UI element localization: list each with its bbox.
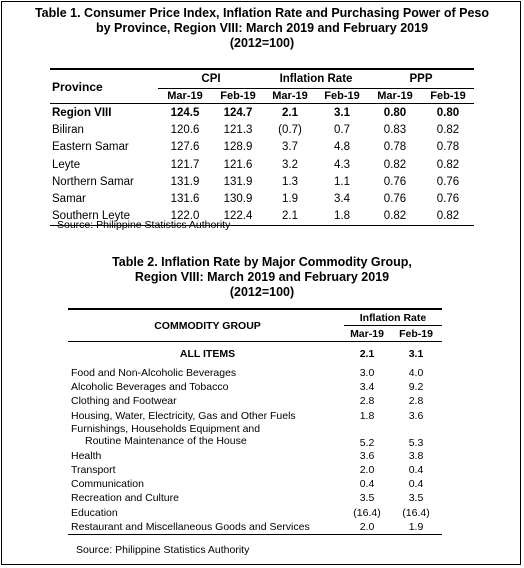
table2-group-cell bbox=[68, 463, 344, 477]
table1-value-cell: 0.76 bbox=[383, 193, 407, 206]
table2-value-cell: 2.0 bbox=[359, 520, 375, 533]
table2-value-cell: 3.5 bbox=[408, 492, 424, 505]
table1-value-cell: 2.1 bbox=[282, 210, 298, 223]
table1-value-cell: 0.83 bbox=[383, 123, 407, 136]
table1-value-cell: 131.9 bbox=[223, 175, 253, 188]
table2-group-label: Education bbox=[71, 506, 118, 519]
table1-value-cell: 121.6 bbox=[223, 158, 253, 171]
table1-province-cell: Biliran bbox=[52, 123, 84, 136]
table2-group-cell bbox=[68, 423, 344, 449]
table2-group-cell bbox=[68, 449, 344, 463]
table1-value-cell: 1.8 bbox=[334, 210, 350, 223]
table2-value-cell: 3.4 bbox=[359, 381, 375, 394]
table2-col-group: COMMODITY GROUP bbox=[68, 309, 344, 342]
table1-value-cell: 1.1 bbox=[334, 175, 350, 188]
table2-row bbox=[68, 506, 442, 520]
table1-title-line3: (2012=100) bbox=[229, 36, 295, 50]
table1-value-cell: 0.80 bbox=[436, 106, 460, 119]
table2-group-label: Communication bbox=[71, 478, 144, 491]
table2-value-cell: 0.4 bbox=[408, 464, 424, 477]
table1-value-cell: 0.82 bbox=[436, 123, 460, 136]
table1-row bbox=[50, 190, 474, 207]
table2-group-inflation: Inflation Rate bbox=[344, 309, 442, 326]
table1-province-cell: Region VIII bbox=[52, 106, 112, 119]
table1-value-cell: 0.82 bbox=[436, 158, 460, 171]
table1-value-cell: 121.7 bbox=[170, 158, 200, 171]
table2-group-label: Furnishings, Households Equipment and bbox=[71, 422, 261, 435]
table2-group-label: Health bbox=[71, 449, 102, 462]
table2-group-cell bbox=[68, 380, 344, 394]
table2-row bbox=[68, 380, 442, 394]
table2-value-cell: 0.4 bbox=[408, 478, 424, 491]
table2-all-items-value: 2.1 bbox=[359, 348, 375, 360]
table1-value-cell: 4.8 bbox=[334, 141, 350, 154]
table2-row bbox=[68, 409, 442, 423]
table2-group-cell bbox=[68, 491, 344, 505]
table2-row bbox=[68, 463, 442, 477]
table1-header-row bbox=[50, 69, 474, 89]
table1-value-cell: 3.7 bbox=[282, 141, 298, 154]
table1-value-cell: 3.4 bbox=[334, 193, 350, 206]
table1-value-cell: 121.3 bbox=[223, 123, 253, 136]
table2-row bbox=[68, 477, 442, 491]
table2-value-cell: 5.3 bbox=[408, 436, 424, 449]
table1-value-cell: 124.7 bbox=[223, 106, 253, 119]
table2-group-cell bbox=[68, 366, 344, 380]
table2-group-label: Transport bbox=[71, 464, 116, 477]
table2-value-cell: 3.6 bbox=[408, 409, 424, 422]
table2-row bbox=[68, 394, 442, 408]
table1-title-line2: by Province, Region VIII: March 2019 and February 2019 bbox=[95, 21, 429, 35]
table1-value-cell: 0.76 bbox=[436, 193, 460, 206]
table2-group-label: Restaurant and Miscellaneous Goods and Services bbox=[71, 520, 310, 533]
table1-value-cell: 127.6 bbox=[170, 141, 200, 154]
table1-value-cell: 3.2 bbox=[282, 158, 298, 171]
table2-title-line1: Table 2. Inflation Rate by Major Commodity Group, bbox=[112, 255, 412, 269]
table1-value-cell: 1.9 bbox=[282, 193, 298, 206]
table2-value-cell: 3.0 bbox=[359, 367, 375, 380]
table2-value-cell: 2.0 bbox=[359, 464, 375, 477]
table1-group-ppp: PPP bbox=[368, 69, 474, 89]
table1-row bbox=[50, 139, 474, 156]
table1-title-line1: Table 1. Consumer Price Index, Inflation Rate and Purchasing Power of Peso bbox=[34, 6, 490, 20]
table2-value-cell: 0.4 bbox=[359, 478, 375, 491]
table1-value-cell: 3.1 bbox=[334, 106, 350, 119]
table1-province-cell: Samar bbox=[52, 193, 86, 206]
table1-subheader: Feb-19 bbox=[324, 90, 360, 102]
table2-value-cell: 9.2 bbox=[408, 381, 424, 394]
table2-row bbox=[68, 491, 442, 505]
table1-value-cell: 0.76 bbox=[436, 175, 460, 188]
table2-all-items-row bbox=[68, 342, 442, 367]
table2-group-cell bbox=[68, 520, 344, 535]
table1-value-cell: 0.80 bbox=[383, 106, 407, 119]
table2-group-cell bbox=[68, 409, 344, 423]
table2-all-items-label: ALL ITEMS bbox=[179, 348, 236, 360]
table2-value-cell: (16.4) bbox=[402, 506, 430, 519]
table2-title-line2: Region VIII: March 2019 and February 2019 bbox=[134, 270, 390, 284]
table2-value-cell: (16.4) bbox=[353, 506, 381, 519]
table2-source: Source: Philippine Statistics Authority bbox=[76, 544, 250, 556]
table2-header-row bbox=[68, 309, 442, 326]
table1-value-cell: 128.9 bbox=[223, 141, 253, 154]
table2-group-cell bbox=[68, 394, 344, 408]
table1-group-cpi: CPI bbox=[158, 69, 264, 89]
table1-province-cell: Leyte bbox=[52, 158, 81, 171]
table2-all-items-value: 3.1 bbox=[408, 348, 424, 360]
table2-value-cell: 2.8 bbox=[359, 395, 375, 408]
table2-value-cell: 3.6 bbox=[359, 449, 375, 462]
table1-value-cell: (0.7) bbox=[278, 123, 302, 136]
table1-value-cell: 4.3 bbox=[334, 158, 350, 171]
table2-group-label: Food and Non-Alcoholic Beverages bbox=[71, 367, 237, 380]
table2-value-cell: 1.8 bbox=[359, 409, 375, 422]
table2-value-cell: 4.0 bbox=[408, 367, 424, 380]
table1-subheader: Mar-19 bbox=[167, 90, 203, 102]
table1 bbox=[50, 68, 474, 226]
table1-title bbox=[0, 6, 524, 51]
table2-group-label-continued: Routine Maintenance of the House bbox=[85, 434, 247, 447]
table2-value-cell: 2.8 bbox=[408, 395, 424, 408]
table1-row bbox=[50, 173, 474, 190]
table1-subheader: Feb-19 bbox=[220, 90, 256, 102]
table1-subheader: Mar-19 bbox=[272, 90, 308, 102]
table2-row bbox=[68, 449, 442, 463]
table2-row bbox=[68, 423, 442, 449]
table2 bbox=[68, 308, 442, 535]
table1-value-cell: 131.6 bbox=[170, 193, 200, 206]
table1-value-cell: 0.82 bbox=[383, 210, 407, 223]
table1-row bbox=[50, 104, 474, 122]
table2-group-cell bbox=[68, 506, 344, 520]
table1-row bbox=[50, 156, 474, 173]
table2-subheader: Mar-19 bbox=[344, 326, 390, 342]
table1-value-cell: 1.3 bbox=[282, 175, 298, 188]
table1-value-cell: 0.82 bbox=[436, 210, 460, 223]
table1-value-cell: 2.1 bbox=[282, 106, 298, 119]
table1-value-cell: 0.78 bbox=[436, 141, 460, 154]
table2-group-label: Alcoholic Beverages and Tobacco bbox=[71, 381, 229, 394]
table1-value-cell: 131.9 bbox=[170, 175, 200, 188]
table1-source: Source: Philippine Statistics Authority bbox=[57, 219, 231, 231]
table1-value-cell: 0.78 bbox=[383, 141, 407, 154]
table1-value-cell: 0.7 bbox=[334, 123, 350, 136]
table2-subheader: Feb-19 bbox=[390, 326, 442, 342]
table2-row bbox=[68, 366, 442, 380]
table2-title-line3: (2012=100) bbox=[229, 285, 295, 299]
table2-group-label: Housing, Water, Electricity, Gas and Other Fuels bbox=[71, 409, 296, 422]
table2-value-cell: 3.8 bbox=[408, 449, 424, 462]
table1-value-cell: 124.5 bbox=[170, 106, 200, 119]
table1-value-cell: 130.9 bbox=[223, 193, 253, 206]
table1-value-cell: 120.6 bbox=[170, 123, 200, 136]
table2-row bbox=[68, 520, 442, 535]
table1-province-cell: Southern Leyte bbox=[52, 210, 131, 223]
table2-value-cell: 5.2 bbox=[359, 436, 375, 449]
table1-value-cell: 0.76 bbox=[383, 175, 407, 188]
table1-subheader: Mar-19 bbox=[377, 90, 413, 102]
table1-province-cell: Northern Samar bbox=[52, 175, 134, 188]
table2-group-cell bbox=[68, 477, 344, 491]
table1-group-inflation: Inflation Rate bbox=[264, 69, 368, 89]
table1-value-cell: 122.0 bbox=[170, 210, 200, 223]
table2-group-label: Recreation and Culture bbox=[71, 492, 179, 505]
table1-value-cell: 0.82 bbox=[383, 158, 407, 171]
table2-value-cell: 1.9 bbox=[408, 520, 424, 533]
table2-group-label: Clothing and Footwear bbox=[71, 395, 177, 408]
table1-row bbox=[50, 121, 474, 138]
table1-subheader: Feb-19 bbox=[430, 90, 466, 102]
table2-value-cell: 3.5 bbox=[359, 492, 375, 505]
table1-province-cell: Eastern Samar bbox=[52, 141, 129, 154]
table1-value-cell: 122.4 bbox=[223, 210, 253, 223]
table1-col-province: Province bbox=[50, 69, 158, 104]
table2-title bbox=[0, 255, 524, 300]
